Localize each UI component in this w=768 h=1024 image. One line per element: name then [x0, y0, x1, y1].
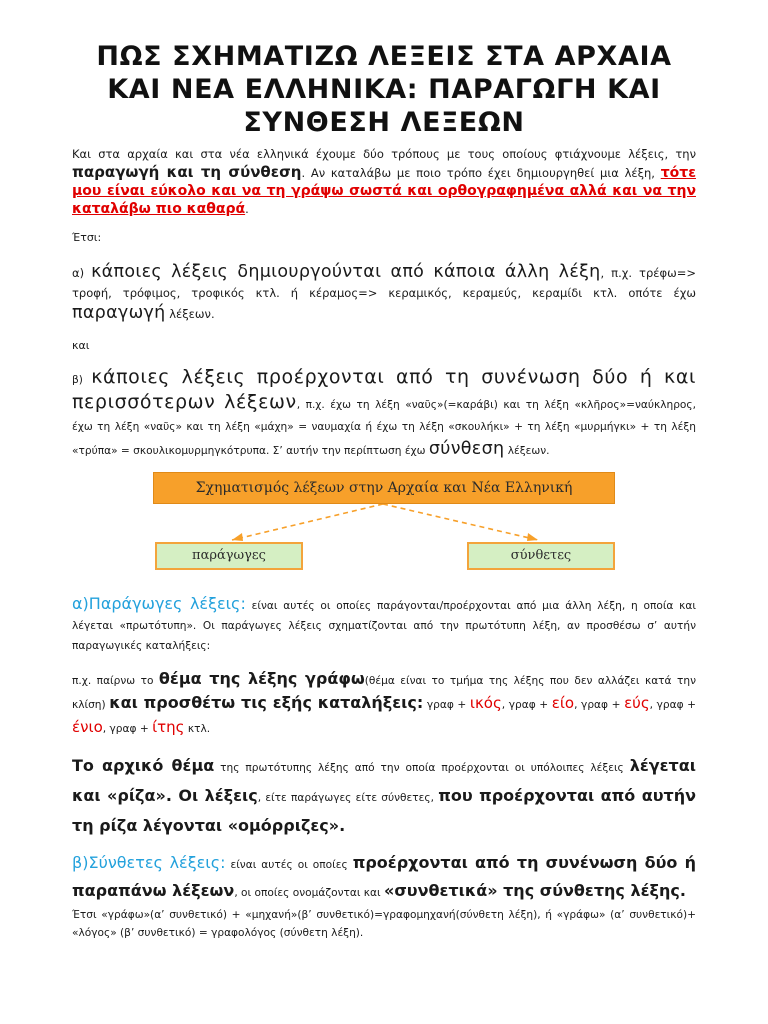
intro-text-3: .	[245, 202, 249, 216]
ex1-text-7: , γραφ +	[102, 723, 153, 735]
page-title: ΠΩΣ ΣΧΗΜΑΤΙΖΩ ΛΕΞΕΙΣ ΣΤΑ ΑΡΧΑΙΑ ΚΑΙ ΝΕΑ ΕΛΛΗΝΙΚΑ: ΠΑΡΑΓΩΓΗ ΚΑΙ ΣΥΝΘΕΣΗ ΛΕΞΕΩΝ	[96, 41, 672, 138]
paragraph-b-lead: κάποιες λέξεις προέρχονται από τη συνένωση δύο ή και περισσότερων λέξεων	[72, 366, 696, 413]
intro-emphasis-1: παραγωγή και τη σύνθεση	[72, 163, 302, 181]
root-text-1: της πρωτότυπης λέξης από την οποία προέρχονται οι υπόλοιπες λέξεις	[214, 762, 630, 774]
compound-text-1: είναι αυτές οι οποίες	[225, 859, 353, 871]
derivative-heading: α)Παράγωγες λέξεις:	[72, 594, 246, 613]
etsi-label: Έτσι:	[72, 231, 102, 244]
root-text-2: , είτε παράγωγες είτε σύνθετες,	[257, 792, 439, 804]
diagram-compound-box: σύνθετες	[467, 542, 615, 570]
ex1-text-4: , γραφ +	[501, 699, 552, 711]
paragraph-a-marker: α)	[72, 266, 92, 280]
paragraph-a-term: παραγωγή	[72, 303, 166, 323]
example-compound: Έτσι «γράφω»(α’ συνθετικό) + «μηχανή»(β’ συνθετικό)=γραφομηχανή(σύνθετη λέξη), ή «γράφω» (α’ συνθετικό)+ «λόγος» (β’ συνθετικό) = γραφολόγος (σύνθετη λέξη).	[72, 909, 696, 939]
paragraph-b-marker: β)	[72, 374, 92, 386]
intro-text-2: . Αν καταλάβω με ποιο τρόπο έχει δημιουργηθεί μια λέξη,	[301, 166, 661, 180]
intro-text-1: Και στα αρχαία και στα νέα ελληνικά έχουμε δύο τρόπους με τους οποίους φτιάχνουμε λέξεις, την	[72, 147, 696, 161]
compound-words-paragraph	[72, 850, 696, 906]
arrow-right	[383, 504, 538, 540]
paragraph-b-text: , π.χ. έχω τη λέξη «ναῦς»(=καράβι) και τη λέξη «κλῆρος»=ναύκληρος, έχω τη λέξη «ναῦς» και τη λέξη «μάχη» = ναυμαχία ή έχω τη λέξη «σκουλήκι» + τη λέξη «μυρμήγκι» + τη λέξη «τρύπα» = σκουλικομυρμηγκότρυπα. Σ’ αυτήν την περίπτωση έχω	[72, 399, 696, 457]
ex1-text-8: κτλ.	[184, 723, 211, 735]
paragraph-b	[72, 366, 696, 462]
ex1-text-1: π.χ. παίρνω το	[72, 675, 159, 687]
compound-emphasis-2: «συνθετικά» της σύνθετης λέξης.	[383, 881, 686, 900]
suffix-itis: ίτης	[152, 718, 185, 736]
example-derivation	[72, 668, 696, 740]
ex1-text-5: , γραφ +	[574, 699, 625, 711]
diagram-title: Σχηματισμός λέξεων στην Αρχαία και Νέα Ελληνική	[153, 472, 615, 504]
ex1-text-2: (θέμα είναι το τμήμα της λέξης που δεν αλλάζει κατά την κλίση)	[72, 675, 696, 711]
root-emphasis-2: λέγεται και «ρίζα». Οι λέξεις	[72, 756, 696, 805]
arrowhead-right	[527, 533, 538, 541]
intro-red-emphasis: τότε μου είναι εύκολο και να τη γράψω σωστά και ορθογραφημένα αλλά και να την καταλάβω πιο καθαρά	[72, 165, 696, 217]
word-formation-diagram	[72, 470, 696, 576]
root-emphasis-1: Το αρχικό θέμα	[72, 756, 215, 775]
diagram-derivative-box: παράγωγες	[155, 542, 303, 570]
root-paragraph	[72, 752, 696, 842]
root-emphasis-3: που προέρχονται από αυτήν τη ρίζα λέγονται «ομόρριζες».	[72, 786, 696, 835]
suffix-eio: είο	[551, 694, 575, 712]
derivative-text: είναι αυτές οι οποίες παράγονται/προέρχονται από μια άλλη λέξη, η οποία και λέγεται «πρωτότυπη». Οι παράγωγες λέξεις σχηματίζονται από την πρωτότυπη λέξη, αν προσθέσω σ’ αυτήν παραγωγικές καταλήξεις:	[72, 600, 696, 652]
suffix-enio: ένιο	[72, 718, 103, 736]
derivative-words-paragraph	[72, 594, 696, 656]
compound-heading: β)Σύνθετες λέξεις:	[72, 853, 226, 872]
compound-text-2: , οι οποίες ονομάζονται και	[234, 887, 384, 899]
paragraph-a	[72, 262, 696, 324]
ex1-emphasis-1: θέμα της λέξης γράφω	[158, 669, 365, 688]
kai-label: και	[72, 339, 90, 352]
suffix-eus: εύς	[624, 694, 650, 712]
ex1-text-3: γραφ +	[423, 699, 470, 711]
paragraph-b-term: σύνθεση	[428, 439, 505, 459]
paragraph-a-text: , π.χ. τρέφω=> τροφή, τρόφιμος, τροφικός κτλ. ή κέραμος=> κεραμικός, κεραμεύς, κεραμίδι κτλ. οπότε έχω	[72, 266, 696, 300]
ex1-emphasis-2: και προσθέτω τις εξής καταλήξεις:	[109, 693, 424, 712]
compound-emphasis-1: προέρχονται από τη συνένωση δύο ή παραπάνω λέξεων	[72, 853, 696, 900]
suffix-ikos: ικός	[469, 694, 502, 712]
intro-paragraph	[72, 145, 696, 218]
paragraph-a-lead: κάποιες λέξεις δημιουργούνται από κάποια άλλη λέξη	[91, 262, 601, 282]
paragraph-b-end: λέξεων.	[504, 445, 550, 457]
arrowhead-left	[232, 533, 243, 541]
document-page	[72, 40, 696, 942]
arrow-left	[232, 504, 383, 540]
paragraph-a-end: λέξεων.	[165, 307, 215, 321]
ex1-text-6: , γραφ +	[649, 699, 697, 711]
